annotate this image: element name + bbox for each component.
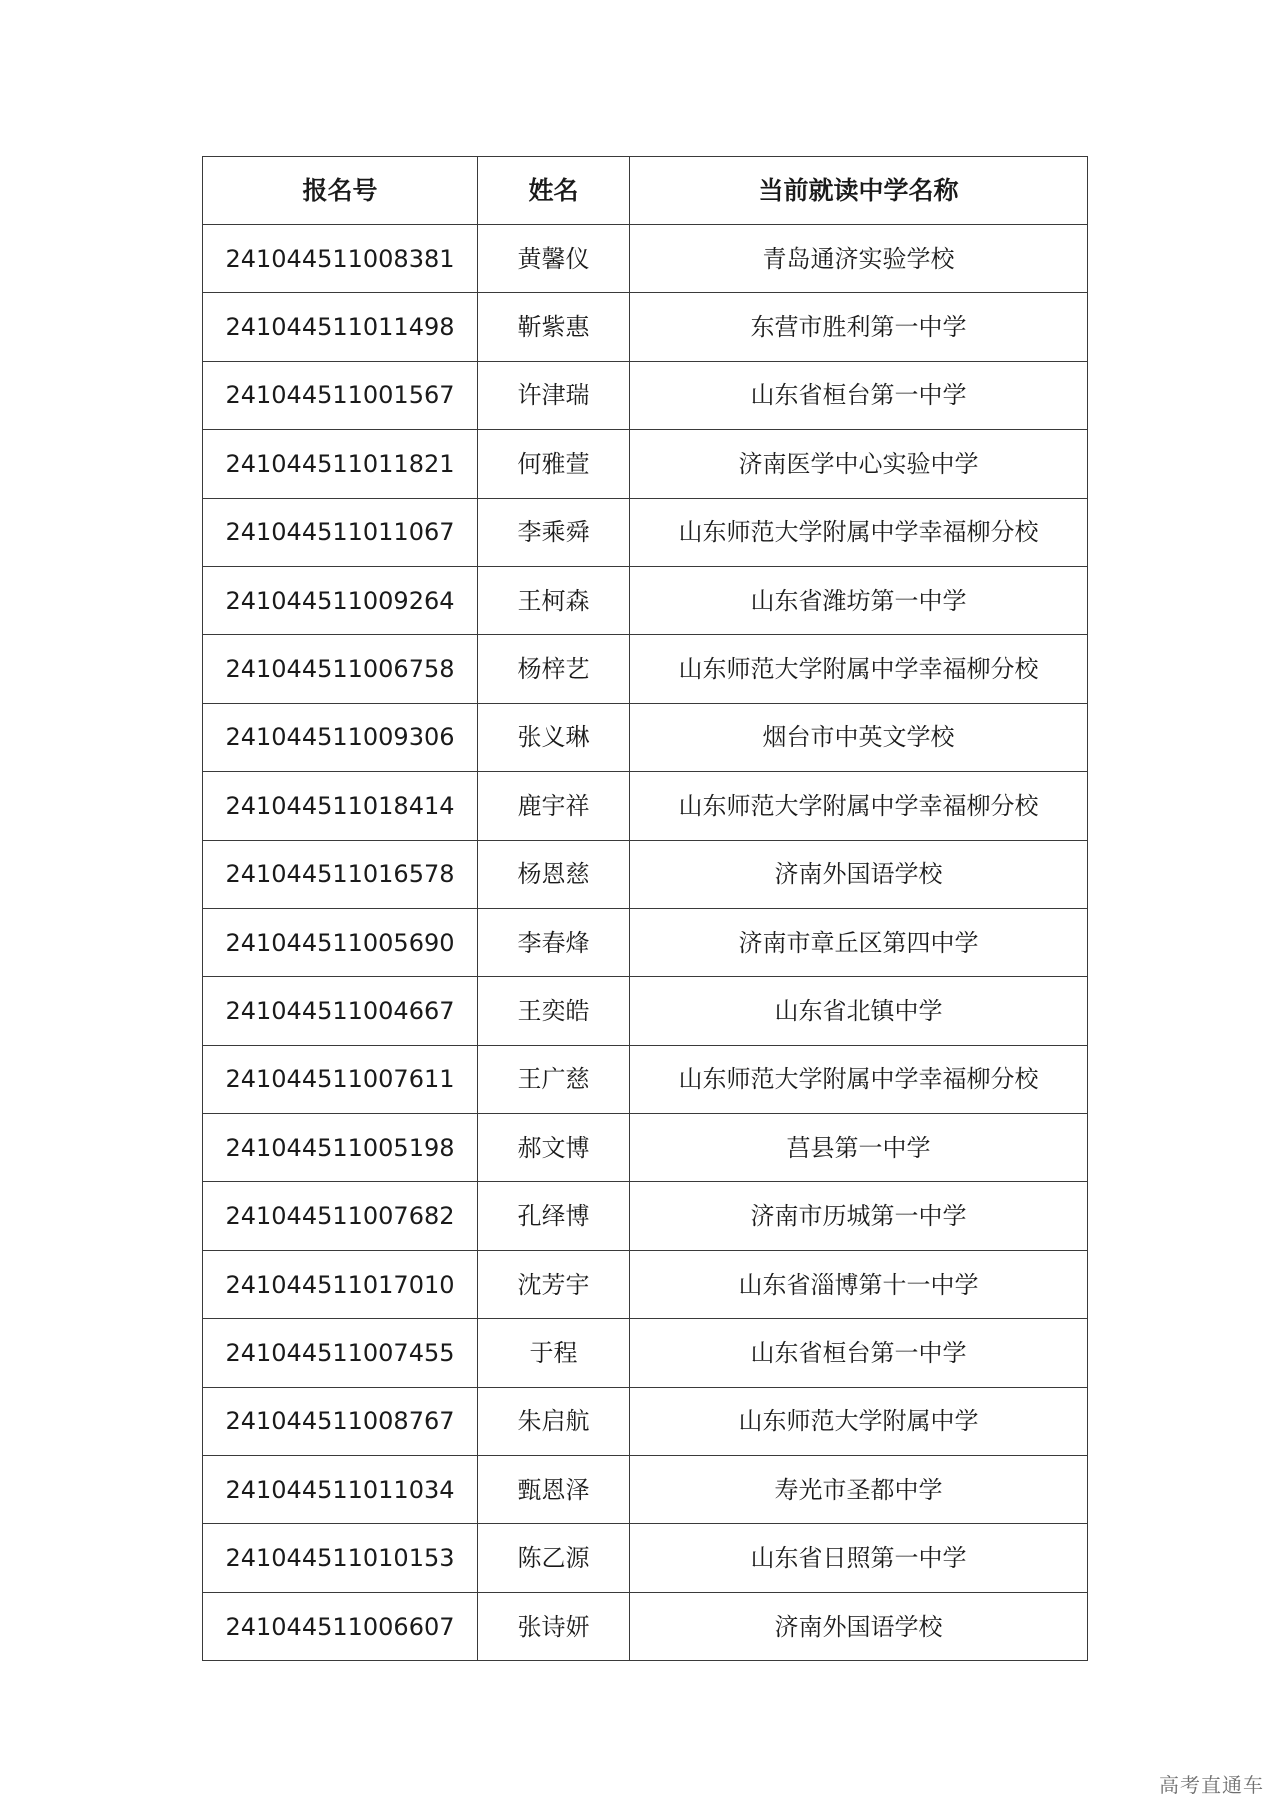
cell-student-name: 王柯森 (478, 566, 630, 634)
header-school: 当前就读中学名称 (630, 157, 1088, 225)
cell-registration-number: 241044511011498 (203, 293, 478, 361)
cell-school-name: 济南外国语学校 (630, 1592, 1088, 1660)
table-row (203, 430, 1088, 498)
cell-student-name: 沈芳宇 (478, 1250, 630, 1318)
table-header-row (203, 157, 1088, 225)
cell-student-name: 许津瑞 (478, 361, 630, 429)
cell-registration-number: 241044511005198 (203, 1114, 478, 1182)
cell-school-name: 烟台市中英文学校 (630, 703, 1088, 771)
table-row (203, 1250, 1088, 1318)
cell-school-name: 山东师范大学附属中学幸福柳分校 (630, 1045, 1088, 1113)
cell-school-name: 山东师范大学附属中学幸福柳分校 (630, 772, 1088, 840)
cell-registration-number: 241044511009264 (203, 566, 478, 634)
cell-registration-number: 241044511010153 (203, 1524, 478, 1592)
cell-registration-number: 241044511007682 (203, 1182, 478, 1250)
cell-school-name: 山东省潍坊第一中学 (630, 566, 1088, 634)
table-row (203, 1182, 1088, 1250)
admission-list-table (202, 156, 1088, 1661)
cell-registration-number: 241044511018414 (203, 772, 478, 840)
cell-registration-number: 241044511017010 (203, 1250, 478, 1318)
cell-registration-number: 241044511011821 (203, 430, 478, 498)
table-row (203, 498, 1088, 566)
cell-registration-number: 241044511006607 (203, 1592, 478, 1660)
cell-school-name: 东营市胜利第一中学 (630, 293, 1088, 361)
cell-student-name: 张义琳 (478, 703, 630, 771)
cell-registration-number: 241044511011034 (203, 1456, 478, 1524)
cell-student-name: 甄恩泽 (478, 1456, 630, 1524)
table-row (203, 1045, 1088, 1113)
cell-student-name: 黄馨仪 (478, 225, 630, 293)
cell-registration-number: 241044511005690 (203, 908, 478, 976)
cell-student-name: 郝文博 (478, 1114, 630, 1182)
cell-student-name: 靳紫惠 (478, 293, 630, 361)
cell-registration-number: 241044511006758 (203, 635, 478, 703)
cell-school-name: 山东省淄博第十一中学 (630, 1250, 1088, 1318)
table-row (203, 977, 1088, 1045)
cell-school-name: 山东省北镇中学 (630, 977, 1088, 1045)
cell-registration-number: 241044511001567 (203, 361, 478, 429)
cell-registration-number: 241044511016578 (203, 840, 478, 908)
table-row (203, 566, 1088, 634)
table-row (203, 1319, 1088, 1387)
table-row (203, 635, 1088, 703)
cell-school-name: 青岛通济实验学校 (630, 225, 1088, 293)
cell-student-name: 孔绎博 (478, 1182, 630, 1250)
cell-registration-number: 241044511008381 (203, 225, 478, 293)
cell-school-name: 莒县第一中学 (630, 1114, 1088, 1182)
cell-student-name: 鹿宇祥 (478, 772, 630, 840)
table-row (203, 908, 1088, 976)
cell-student-name: 张诗妍 (478, 1592, 630, 1660)
cell-student-name: 李乘舜 (478, 498, 630, 566)
cell-school-name: 山东省桓台第一中学 (630, 1319, 1088, 1387)
table-row (203, 361, 1088, 429)
cell-student-name: 杨恩慈 (478, 840, 630, 908)
table-row (203, 1592, 1088, 1660)
cell-registration-number: 241044511011067 (203, 498, 478, 566)
table-row (203, 1114, 1088, 1182)
cell-student-name: 李春烽 (478, 908, 630, 976)
cell-school-name: 济南市章丘区第四中学 (630, 908, 1088, 976)
cell-school-name: 济南外国语学校 (630, 840, 1088, 908)
cell-student-name: 何雅萱 (478, 430, 630, 498)
cell-school-name: 山东师范大学附属中学幸福柳分校 (630, 498, 1088, 566)
table-row (203, 703, 1088, 771)
watermark-text: 高考直通车 (1159, 1773, 1264, 1797)
cell-student-name: 王广慈 (478, 1045, 630, 1113)
table-row (203, 293, 1088, 361)
cell-student-name: 杨梓艺 (478, 635, 630, 703)
cell-school-name: 山东师范大学附属中学 (630, 1387, 1088, 1455)
table-row (203, 1524, 1088, 1592)
cell-school-name: 山东省桓台第一中学 (630, 361, 1088, 429)
cell-student-name: 于程 (478, 1319, 630, 1387)
table-row (203, 225, 1088, 293)
table-row (203, 772, 1088, 840)
cell-student-name: 王奕皓 (478, 977, 630, 1045)
cell-school-name: 山东师范大学附属中学幸福柳分校 (630, 635, 1088, 703)
cell-student-name: 陈乙源 (478, 1524, 630, 1592)
table-row (203, 1387, 1088, 1455)
header-name: 姓名 (478, 157, 630, 225)
cell-student-name: 朱启航 (478, 1387, 630, 1455)
cell-registration-number: 241044511008767 (203, 1387, 478, 1455)
cell-registration-number: 241044511004667 (203, 977, 478, 1045)
header-registration-number: 报名号 (203, 157, 478, 225)
cell-school-name: 济南医学中心实验中学 (630, 430, 1088, 498)
cell-school-name: 山东省日照第一中学 (630, 1524, 1088, 1592)
cell-school-name: 寿光市圣都中学 (630, 1456, 1088, 1524)
cell-school-name: 济南市历城第一中学 (630, 1182, 1088, 1250)
cell-registration-number: 241044511007455 (203, 1319, 478, 1387)
table-row (203, 1456, 1088, 1524)
table-body (203, 225, 1088, 1661)
cell-registration-number: 241044511007611 (203, 1045, 478, 1113)
cell-registration-number: 241044511009306 (203, 703, 478, 771)
table-row (203, 840, 1088, 908)
